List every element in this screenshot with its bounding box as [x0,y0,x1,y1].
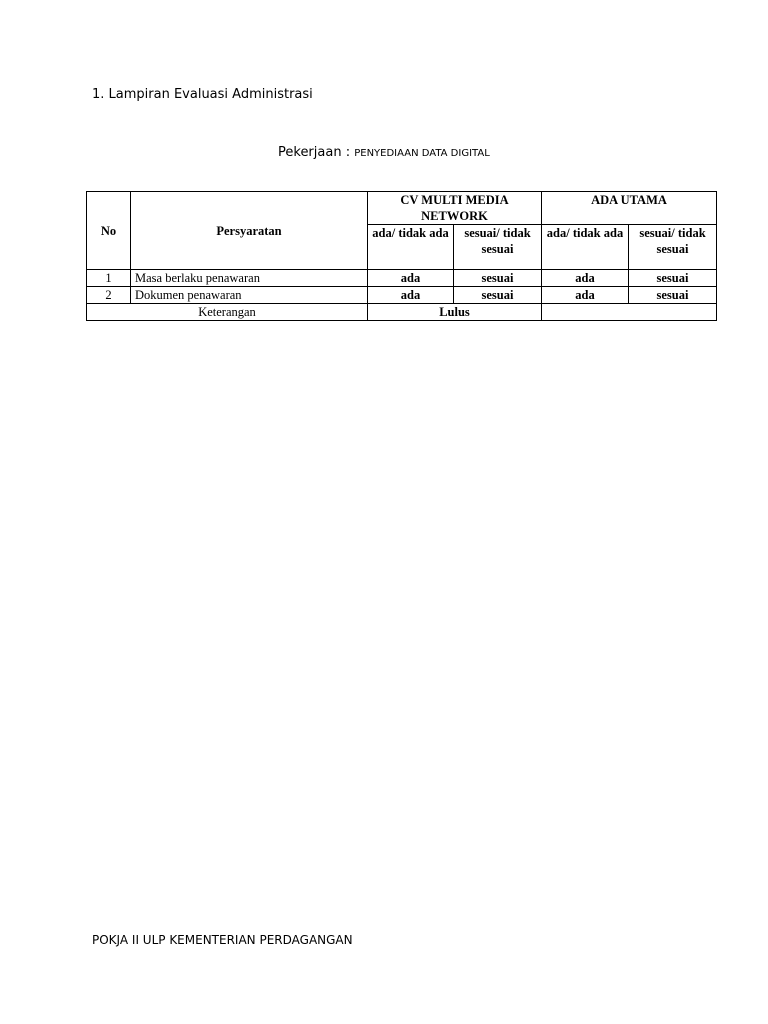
row-v2-presence: ada [542,270,629,287]
row-v1-presence: ada [368,270,454,287]
table-header-row [87,192,717,225]
section-heading: 1. Lampiran Evaluasi Administrasi [92,87,313,102]
row-v2-compliance: sesuai [629,287,717,304]
job-value: PENYEDIAAN DATA DIGITAL [354,148,490,159]
vendor-2-sub-presence: ada/ tidak ada [542,225,629,270]
row-no: 1 [87,270,131,287]
row-requirement: Dokumen penawaran [131,287,368,304]
header-no: No [87,192,131,270]
header-requirement: Persyaratan [131,192,368,270]
row-requirement: Masa berlaku penawaran [131,270,368,287]
table-note-row [87,304,717,321]
vendor-1-sub-presence: ada/ tidak ada [368,225,454,270]
row-v1-compliance: sesuai [454,287,542,304]
note-label: Keterangan [87,304,368,321]
table-row [87,287,717,304]
vendor-2-name: ADA UTAMA [542,192,717,225]
vendor-1-name: CV MULTI MEDIA NETWORK [368,192,542,225]
evaluation-table [86,191,717,321]
job-line [278,145,490,160]
note-vendor-2 [542,304,717,321]
footer-text: POKJA II ULP KEMENTERIAN PERDAGANGAN [92,933,353,947]
row-v1-presence: ada [368,287,454,304]
note-vendor-1: Lulus [368,304,542,321]
job-label: Pekerjaan : [278,145,351,160]
row-v2-compliance: sesuai [629,270,717,287]
row-v1-compliance: sesuai [454,270,542,287]
vendor-1-sub-compliance: sesuai/ tidak sesuai [454,225,542,270]
row-v2-presence: ada [542,287,629,304]
table-row [87,270,717,287]
row-no: 2 [87,287,131,304]
vendor-2-sub-compliance: sesuai/ tidak sesuai [629,225,717,270]
